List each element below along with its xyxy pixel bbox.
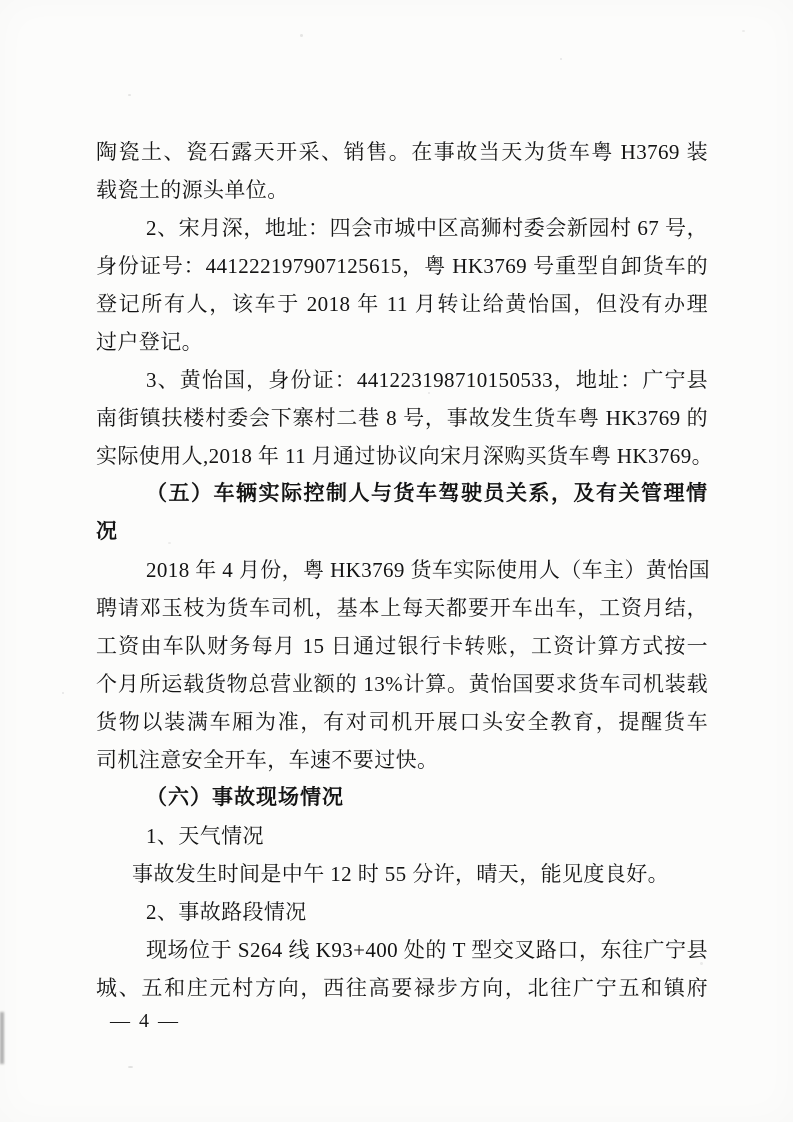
page-number: — 4 —	[110, 1010, 180, 1032]
text-line: 实际使用人,2018 年 11 月通过协议向宋月深购买货车粤 HK3769。	[96, 444, 713, 468]
text-line: 3、黄怡国，身份证：441223198710150533，地址：广宁县	[146, 368, 708, 392]
text-line: 身份证号：441222197907125615，粤 HK3769 号重型自卸货车的	[96, 254, 708, 278]
text-line: 聘请邓玉枝为货车司机，基本上每天都要开车出车，工资月结，	[96, 596, 708, 620]
text-line: 2018 年 4 月份，粤 HK3769 货车实际使用人（车主）黄怡国	[146, 558, 711, 582]
text-line: 载瓷土的源头单位。	[96, 178, 289, 202]
text-line: 2、宋月深，地址：四会市城中区高狮村委会新园村 67 号，	[146, 216, 708, 240]
text-line: 登记所有人，该车于 2018 年 11 月转让给黄怡国，但没有办理	[96, 292, 708, 316]
scan-speck	[300, 34, 303, 37]
section-heading: （五）车辆实际控制人与货车驾驶员关系，及有关管理情	[146, 482, 708, 505]
text-line: 个月所运载货物总营业额的 13%计算。黄怡国要求货车司机装载	[96, 672, 708, 696]
text-line: 过户登记。	[96, 330, 203, 354]
text-line: 南街镇扶楼村委会下寨村二巷 8 号，事故发生货车粤 HK3769 的	[96, 406, 708, 430]
text-line: 1、天气情况	[146, 824, 264, 848]
section-heading: 况	[96, 520, 118, 543]
text-line: 现场位于 S264 线 K93+400 处的 T 型交叉路口，东往广宁县	[146, 938, 708, 962]
scan-speck	[128, 1066, 133, 1068]
text-line: 陶瓷土、瓷石露天开采、销售。在事故当天为货车粤 H3769 装	[96, 140, 708, 164]
scan-speck	[128, 94, 131, 96]
text-line: 城、五和庄元村方向，西往高要禄步方向，北往广宁五和镇府	[96, 976, 708, 1000]
text-line: 工资由车队财务每月 15 日通过银行卡转账，工资计算方式按一	[96, 634, 708, 658]
text-line: 货物以装满车厢为准，有对司机开展口头安全教育，提醒货车	[96, 710, 708, 734]
text-line: 2、事故路段情况	[146, 900, 307, 924]
section-heading: （六）事故现场情况	[146, 786, 344, 809]
scan-edge-artifact	[0, 1012, 4, 1064]
text-block	[96, 133, 713, 1007]
scan-speck	[560, 58, 562, 60]
text-line: 事故发生时间是中午 12 时 55 分许，晴天，能见度良好。	[132, 862, 669, 886]
text-line: 司机注意安全开车，车速不要过快。	[96, 748, 439, 772]
scan-speck	[62, 692, 64, 694]
scan-speck	[742, 30, 745, 32]
